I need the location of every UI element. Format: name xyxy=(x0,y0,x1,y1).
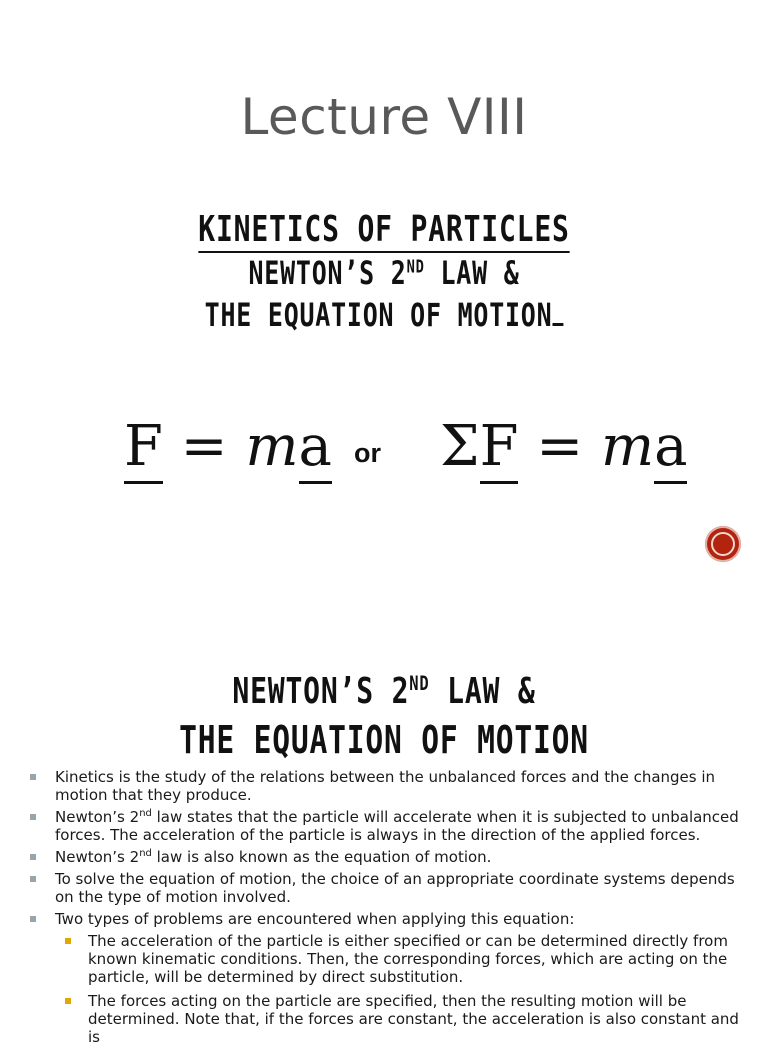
square-sub-bullet-icon xyxy=(65,938,71,944)
slide1-heading xyxy=(0,208,768,336)
list-item: Newton’s 2nd law is also known as the equation of motion. xyxy=(0,848,768,866)
heading-sub1: NEWTON’S 2ND LAW & xyxy=(248,254,520,292)
heading-sub2: THE EQUATION OF MOTION xyxy=(84,294,683,336)
slide2-heading xyxy=(0,668,768,764)
trailing-underscore xyxy=(552,323,563,326)
square-bullet-icon xyxy=(30,876,36,882)
list-item: Newton’s 2nd law states that the particle will accelerate when it is subjected to unbalanced forces. The acceleration of the particle is always in the direction of the applied forces. xyxy=(0,808,768,844)
sub-list-item: The acceleration of the particle is either specified or can be determined directly from known kinematic conditions. Then, the corresponding forces, which are acting on the particle, will be determined by direct substitution. xyxy=(0,932,768,986)
bullet-list xyxy=(0,768,768,1052)
square-bullet-icon xyxy=(30,916,36,922)
or-label: or xyxy=(354,438,381,468)
sub-list-item: The forces acting on the particle are specified, then the resulting motion will be determined. Note that, if the forces are constant, the acceleration is also constant and is xyxy=(0,992,768,1046)
equation-left: F = ma xyxy=(124,412,332,482)
slide2-heading-line1: NEWTON’S 2ND LAW & xyxy=(232,671,536,712)
square-bullet-icon xyxy=(30,854,36,860)
heading-main: KINETICS OF PARTICLES xyxy=(198,209,569,253)
record-button-icon[interactable] xyxy=(705,526,741,562)
list-item: Two types of problems are encountered when applying this equation: xyxy=(0,910,768,928)
square-bullet-icon xyxy=(30,774,36,780)
lecture-title: Lecture VIII xyxy=(240,88,528,146)
square-bullet-icon xyxy=(30,814,36,820)
slide2-heading-line2: THE EQUATION OF MOTION xyxy=(179,718,589,762)
list-item: Kinetics is the study of the relations between the unbalanced forces and the changes in motion that they produce. xyxy=(0,768,768,804)
square-sub-bullet-icon xyxy=(65,998,71,1004)
slide-2 xyxy=(0,640,768,1046)
equation-right: ΣF = ma xyxy=(440,412,687,482)
list-item: To solve the equation of motion, the choice of an appropriate coordinate systems depends on the type of motion involved. xyxy=(0,870,768,906)
equation-row xyxy=(0,412,768,492)
